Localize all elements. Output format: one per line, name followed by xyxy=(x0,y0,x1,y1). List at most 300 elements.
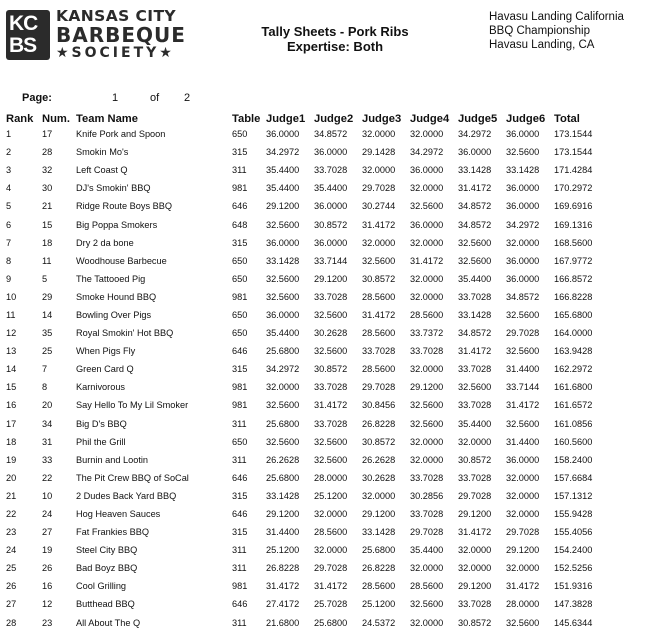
cell-judge3: 30.2628 xyxy=(362,472,396,483)
cell-total: 173.1544 xyxy=(554,147,593,158)
cell-judge3: 32.0000 xyxy=(362,165,396,176)
cell-judge3: 25.6800 xyxy=(362,545,396,556)
cell-judge2: 36.0000 xyxy=(314,147,348,158)
cell-judge4: 35.4400 xyxy=(410,545,444,556)
cell-judge1: 33.1428 xyxy=(266,255,300,266)
report-title xyxy=(250,24,420,54)
cell-table: 650 xyxy=(232,309,248,320)
cell-table: 311 xyxy=(232,418,247,429)
cell-rank: 21 xyxy=(6,490,17,501)
cell-team-name: Big D's BBQ xyxy=(76,418,127,429)
cell-judge4: 33.7372 xyxy=(410,328,444,339)
cell-rank: 25 xyxy=(6,563,17,574)
cell-num: 34 xyxy=(42,418,53,429)
cell-total: 157.1312 xyxy=(554,490,593,501)
cell-rank: 17 xyxy=(6,418,17,429)
cell-rank: 2 xyxy=(6,147,12,158)
cell-judge4: 33.7028 xyxy=(410,509,444,520)
table-row xyxy=(4,288,606,306)
cell-judge4: 32.0000 xyxy=(410,291,444,302)
cell-judge5: 32.0000 xyxy=(458,436,492,447)
cell-team-name: The Pit Crew BBQ of SoCal xyxy=(76,472,189,483)
cell-judge2: 25.1200 xyxy=(314,490,348,501)
cell-total: 151.9316 xyxy=(554,581,593,592)
cell-judge3: 26.8228 xyxy=(362,418,396,429)
cell-rank: 15 xyxy=(6,382,17,393)
cell-total: 169.1316 xyxy=(554,219,593,230)
cell-total: 169.6916 xyxy=(554,201,593,212)
cell-num: 28 xyxy=(42,147,53,158)
cell-table: 981 xyxy=(232,581,248,592)
header-judge3: Judge3 xyxy=(362,113,402,125)
cell-judge6: 32.5600 xyxy=(506,418,540,429)
cell-judge4: 32.0000 xyxy=(410,237,444,248)
cell-team-name: All About The Q xyxy=(76,617,141,628)
cell-judge1: 32.5600 xyxy=(266,291,300,302)
cell-rank: 20 xyxy=(6,472,17,483)
cell-judge1: 32.5600 xyxy=(266,400,300,411)
cell-table: 315 xyxy=(232,147,248,158)
cell-judge1: 27.4172 xyxy=(266,599,300,610)
cell-rank: 23 xyxy=(6,527,17,538)
page-label: Page: xyxy=(22,92,52,104)
cell-team-name: Cool Grilling xyxy=(76,581,127,592)
cell-total: 162.2972 xyxy=(554,364,593,375)
cell-judge6: 32.0000 xyxy=(506,563,540,574)
cell-judge4: 32.0000 xyxy=(410,454,444,465)
cell-judge4: 28.5600 xyxy=(410,309,444,320)
cell-judge1: 35.4400 xyxy=(266,328,300,339)
cell-judge5: 33.7028 xyxy=(458,291,492,302)
cell-team-name: Fat Frankies BBQ xyxy=(76,527,150,538)
cell-team-name: Big Poppa Smokers xyxy=(76,219,158,230)
cell-judge2: 33.7028 xyxy=(314,291,348,302)
cell-rank: 24 xyxy=(6,545,17,556)
cell-judge6: 29.7028 xyxy=(506,328,540,339)
cell-team-name: Dry 2 da bone xyxy=(76,237,134,248)
cell-judge2: 25.6800 xyxy=(314,617,348,628)
cell-judge3: 28.5600 xyxy=(362,364,396,375)
cell-team-name: Steel City BBQ xyxy=(76,545,138,556)
cell-judge4: 31.4172 xyxy=(410,255,444,266)
cell-judge4: 32.0000 xyxy=(410,563,444,574)
cell-judge4: 28.5600 xyxy=(410,581,444,592)
cell-rank: 28 xyxy=(6,617,17,628)
report-subtitle: Expertise: Both xyxy=(286,39,384,54)
cell-judge4: 32.5600 xyxy=(410,599,444,610)
cell-num: 7 xyxy=(42,364,48,375)
cell-num: 29 xyxy=(42,291,53,302)
cell-team-name: When Pigs Fly xyxy=(76,346,136,357)
logo-wordmark xyxy=(56,8,186,61)
cell-judge6: 36.0000 xyxy=(506,129,540,140)
cell-table: 650 xyxy=(232,436,248,447)
cell-total: 166.8228 xyxy=(554,291,593,302)
cell-judge6: 34.2972 xyxy=(506,219,540,230)
cell-total: 155.4056 xyxy=(554,527,593,538)
cell-judge3: 30.8572 xyxy=(362,436,396,447)
cell-judge5: 30.8572 xyxy=(458,454,492,465)
cell-table: 981 xyxy=(232,382,248,393)
cell-rank: 1 xyxy=(6,129,12,140)
table-row xyxy=(4,595,606,613)
cell-judge5: 35.4400 xyxy=(458,418,492,429)
cell-judge3: 28.5600 xyxy=(362,291,396,302)
cell-team-name: Green Card Q xyxy=(76,364,134,375)
cell-judge4: 32.5600 xyxy=(410,201,444,212)
badge-bottom-text: BS xyxy=(9,34,37,57)
cell-total: 158.2400 xyxy=(554,454,593,465)
cell-judge5: 31.4172 xyxy=(458,346,492,357)
cell-judge4: 32.0000 xyxy=(410,617,444,628)
cell-judge1: 35.4400 xyxy=(266,165,300,176)
cell-table: 315 xyxy=(232,527,248,538)
cell-judge5: 33.7028 xyxy=(458,599,492,610)
cell-judge2: 33.7028 xyxy=(314,418,348,429)
cell-num: 20 xyxy=(42,400,53,411)
cell-total: 168.5600 xyxy=(554,237,593,248)
cell-judge2: 31.4172 xyxy=(314,581,348,592)
cell-judge2: 36.0000 xyxy=(314,201,348,212)
cell-table: 648 xyxy=(232,219,248,230)
tally-table xyxy=(4,110,606,632)
cell-judge2: 33.7028 xyxy=(314,382,348,393)
table-row xyxy=(4,541,606,559)
cell-rank: 3 xyxy=(6,165,12,176)
cell-table: 650 xyxy=(232,255,248,266)
cell-judge6: 33.7144 xyxy=(506,382,540,393)
page-total: 2 xyxy=(184,92,191,104)
cell-num: 35 xyxy=(42,328,53,339)
cell-judge3: 32.0000 xyxy=(362,490,396,501)
cell-judge6: 29.1200 xyxy=(506,545,540,556)
cell-judge5: 32.5600 xyxy=(458,382,492,393)
cell-total: 167.9772 xyxy=(554,255,593,266)
cell-judge5: 33.7028 xyxy=(458,472,492,483)
cell-judge2: 32.5600 xyxy=(314,454,348,465)
cell-table: 650 xyxy=(232,328,248,339)
cell-num: 31 xyxy=(42,436,53,447)
cell-table: 981 xyxy=(232,400,248,411)
table-row xyxy=(4,161,606,179)
cell-judge6: 32.5600 xyxy=(506,617,540,628)
cell-team-name: Woodhouse Barbecue xyxy=(76,255,167,266)
cell-judge2: 36.0000 xyxy=(314,237,348,248)
cell-total: 170.2972 xyxy=(554,183,593,194)
cell-num: 24 xyxy=(42,509,53,520)
cell-judge1: 36.0000 xyxy=(266,129,300,140)
pagination xyxy=(22,92,222,106)
cell-num: 30 xyxy=(42,183,53,194)
cell-num: 18 xyxy=(42,237,53,248)
cell-num: 16 xyxy=(42,581,53,592)
cell-judge6: 31.4400 xyxy=(506,436,540,447)
cell-judge6: 28.0000 xyxy=(506,599,540,610)
cell-total: 160.5600 xyxy=(554,436,593,447)
cell-judge4: 32.0000 xyxy=(410,436,444,447)
cell-judge3: 28.5600 xyxy=(362,328,396,339)
cell-judge3: 24.5372 xyxy=(362,617,396,628)
cell-table: 315 xyxy=(232,364,248,375)
cell-judge4: 32.5600 xyxy=(410,400,444,411)
cell-rank: 26 xyxy=(6,581,17,592)
cell-table: 311 xyxy=(232,617,247,628)
cell-num: 23 xyxy=(42,617,53,628)
cell-judge2: 28.5600 xyxy=(314,527,348,538)
cell-table: 311 xyxy=(232,165,247,176)
cell-table: 650 xyxy=(232,273,248,284)
header-judge1: Judge1 xyxy=(266,113,306,125)
cell-judge6: 36.0000 xyxy=(506,201,540,212)
cell-table: 315 xyxy=(232,237,248,248)
cell-team-name: Bad Boyz BBQ xyxy=(76,563,138,574)
cell-judge1: 32.5600 xyxy=(266,273,300,284)
cell-total: 164.0000 xyxy=(554,328,593,339)
cell-judge5: 33.7028 xyxy=(458,400,492,411)
cell-num: 21 xyxy=(42,201,53,212)
cell-team-name: Knife Pork and Spoon xyxy=(76,129,166,140)
cell-table: 981 xyxy=(232,183,248,194)
cell-judge3: 26.2628 xyxy=(362,454,396,465)
cell-judge4: 36.0000 xyxy=(410,165,444,176)
table-row xyxy=(4,197,606,215)
cell-judge1: 32.5600 xyxy=(266,219,300,230)
report-title-text: Tally Sheets - Pork Ribs xyxy=(261,24,409,39)
cell-num: 15 xyxy=(42,219,53,230)
cell-judge3: 29.7028 xyxy=(362,382,396,393)
cell-judge2: 32.0000 xyxy=(314,509,348,520)
cell-judge2: 32.0000 xyxy=(314,545,348,556)
page-current: 1 xyxy=(112,92,119,104)
header-judge5: Judge5 xyxy=(458,113,498,125)
cell-judge5: 32.5600 xyxy=(458,255,492,266)
cell-num: 22 xyxy=(42,472,53,483)
table-row xyxy=(4,396,606,414)
cell-judge2: 31.4172 xyxy=(314,400,348,411)
cell-total: 155.9428 xyxy=(554,509,593,520)
cell-judge5: 29.7028 xyxy=(458,490,492,501)
cell-judge2: 29.1200 xyxy=(314,273,348,284)
cell-judge3: 32.0000 xyxy=(362,129,396,140)
cell-num: 32 xyxy=(42,165,53,176)
cell-judge5: 35.4400 xyxy=(458,273,492,284)
cell-judge5: 34.8572 xyxy=(458,328,492,339)
cell-judge2: 30.8572 xyxy=(314,219,348,230)
cell-judge6: 36.0000 xyxy=(506,273,540,284)
table-row xyxy=(4,342,606,360)
cell-judge6: 32.0000 xyxy=(506,237,540,248)
cell-judge2: 33.7028 xyxy=(314,165,348,176)
cell-total: 154.2400 xyxy=(554,545,593,556)
cell-judge5: 30.8572 xyxy=(458,617,492,628)
cell-judge5: 32.0000 xyxy=(458,563,492,574)
table-body xyxy=(4,125,606,632)
cell-team-name: Bowling Over Pigs xyxy=(76,309,152,320)
cell-judge4: 29.7028 xyxy=(410,527,444,538)
cell-rank: 18 xyxy=(6,436,17,447)
cell-judge5: 29.1200 xyxy=(458,509,492,520)
cell-table: 646 xyxy=(232,346,248,357)
cell-judge6: 33.1428 xyxy=(506,165,540,176)
table-row xyxy=(4,143,606,161)
cell-judge6: 31.4400 xyxy=(506,364,540,375)
table-row xyxy=(4,215,606,233)
table-row xyxy=(4,487,606,505)
cell-team-name: Karnivorous xyxy=(76,382,126,393)
table-row xyxy=(4,451,606,469)
cell-judge1: 25.6800 xyxy=(266,472,300,483)
cell-judge4: 32.0000 xyxy=(410,364,444,375)
badge-top-text: KC xyxy=(9,12,38,35)
cell-num: 14 xyxy=(42,309,53,320)
cell-judge4: 29.1200 xyxy=(410,382,444,393)
cell-rank: 19 xyxy=(6,454,17,465)
header-rank: Rank xyxy=(6,113,34,125)
cell-judge4: 33.7028 xyxy=(410,472,444,483)
cell-judge1: 31.4172 xyxy=(266,581,300,592)
cell-judge3: 31.4172 xyxy=(362,309,396,320)
cell-judge3: 29.7028 xyxy=(362,183,396,194)
cell-judge1: 25.6800 xyxy=(266,418,300,429)
cell-table: 311 xyxy=(232,563,247,574)
cell-table: 646 xyxy=(232,472,248,483)
cell-judge6: 32.0000 xyxy=(506,509,540,520)
cell-team-name: The Tattooed Pig xyxy=(76,273,146,284)
event-name: Havasu Landing California BBQ Championship xyxy=(489,11,624,37)
cell-judge2: 34.8572 xyxy=(314,129,348,140)
cell-judge2: 29.7028 xyxy=(314,563,348,574)
cell-judge3: 25.1200 xyxy=(362,599,396,610)
cell-total: 161.6800 xyxy=(554,382,593,393)
cell-judge1: 36.0000 xyxy=(266,237,300,248)
cell-judge5: 32.0000 xyxy=(458,545,492,556)
header-table: Table xyxy=(232,113,261,125)
cell-judge5: 34.8572 xyxy=(458,201,492,212)
cell-judge1: 34.2972 xyxy=(266,364,300,375)
table-row xyxy=(4,179,606,197)
cell-judge3: 31.4172 xyxy=(362,219,396,230)
cell-judge1: 25.6800 xyxy=(266,346,300,357)
table-row xyxy=(4,270,606,288)
cell-rank: 7 xyxy=(6,237,12,248)
cell-table: 650 xyxy=(232,129,248,140)
cell-judge2: 32.5600 xyxy=(314,436,348,447)
table-header-row xyxy=(4,110,606,125)
header-total: Total xyxy=(554,113,580,125)
cell-judge5: 34.8572 xyxy=(458,219,492,230)
table-row xyxy=(4,469,606,487)
cell-judge5: 29.1200 xyxy=(458,581,492,592)
cell-team-name: DJ's Smokin' BBQ xyxy=(76,183,151,194)
cell-team-name: Ridge Route Boys BBQ xyxy=(76,201,173,212)
cell-judge4: 32.5600 xyxy=(410,418,444,429)
cell-table: 646 xyxy=(232,599,248,610)
cell-rank: 11 xyxy=(6,309,16,320)
logo-line-barbeque: BARBEQUE xyxy=(56,23,186,47)
header-num: Num. xyxy=(42,113,70,125)
cell-judge1: 31.4400 xyxy=(266,527,300,538)
cell-judge2: 32.5600 xyxy=(314,309,348,320)
cell-judge3: 33.1428 xyxy=(362,527,396,538)
cell-judge5: 36.0000 xyxy=(458,147,492,158)
cell-judge1: 32.0000 xyxy=(266,382,300,393)
cell-judge6: 29.7028 xyxy=(506,527,540,538)
cell-num: 26 xyxy=(42,563,53,574)
cell-total: 147.3828 xyxy=(554,599,593,610)
cell-judge1: 21.6800 xyxy=(266,617,300,628)
table-row xyxy=(4,415,606,433)
table-row xyxy=(4,378,606,396)
cell-num: 10 xyxy=(42,490,53,501)
cell-judge2: 25.7028 xyxy=(314,599,348,610)
cell-team-name: Phil the Grill xyxy=(76,436,126,447)
cell-judge1: 33.1428 xyxy=(266,490,300,501)
table-row xyxy=(4,559,606,577)
cell-table: 646 xyxy=(232,201,248,212)
cell-judge1: 36.0000 xyxy=(266,309,300,320)
logo-line-society: ★SOCIETY★ xyxy=(56,45,175,61)
cell-judge2: 28.0000 xyxy=(314,472,348,483)
cell-judge4: 33.7028 xyxy=(410,346,444,357)
cell-num: 25 xyxy=(42,346,53,357)
cell-judge3: 30.8572 xyxy=(362,273,396,284)
cell-judge2: 35.4400 xyxy=(314,183,348,194)
cell-rank: 9 xyxy=(6,273,12,284)
event-location: Havasu Landing, CA xyxy=(489,39,595,51)
cell-judge3: 28.5600 xyxy=(362,581,396,592)
header-team-name: Team Name xyxy=(76,113,138,125)
table-row xyxy=(4,306,606,324)
event-info xyxy=(489,10,649,52)
table-row xyxy=(4,360,606,378)
cell-rank: 4 xyxy=(6,183,12,194)
cell-table: 311 xyxy=(232,545,247,556)
cell-team-name: 2 Dudes Back Yard BBQ xyxy=(76,490,177,501)
table-row xyxy=(4,433,606,451)
cell-judge3: 33.7028 xyxy=(362,346,396,357)
cell-num: 5 xyxy=(42,273,48,284)
cell-judge6: 32.5600 xyxy=(506,346,540,357)
header-judge2: Judge2 xyxy=(314,113,354,125)
table-row xyxy=(4,505,606,523)
kcbs-badge xyxy=(6,10,50,60)
cell-judge4: 32.0000 xyxy=(410,273,444,284)
cell-rank: 8 xyxy=(6,255,12,266)
cell-judge5: 31.4172 xyxy=(458,183,492,194)
cell-rank: 27 xyxy=(6,599,17,610)
table-row xyxy=(4,125,606,143)
cell-rank: 6 xyxy=(6,219,12,230)
cell-total: 157.6684 xyxy=(554,472,593,483)
cell-total: 171.4284 xyxy=(554,165,593,176)
table-row xyxy=(4,324,606,342)
cell-judge1: 26.2628 xyxy=(266,454,300,465)
cell-table: 646 xyxy=(232,509,248,520)
cell-judge5: 34.2972 xyxy=(458,129,492,140)
cell-judge2: 33.7144 xyxy=(314,255,348,266)
cell-judge5: 33.7028 xyxy=(458,364,492,375)
cell-team-name: Hog Heaven Sauces xyxy=(76,509,161,520)
cell-total: 145.6344 xyxy=(554,617,593,628)
cell-total: 163.9428 xyxy=(554,346,593,357)
cell-table: 981 xyxy=(232,291,248,302)
cell-total: 166.8572 xyxy=(554,273,593,284)
cell-rank: 14 xyxy=(6,364,17,375)
cell-total: 165.6800 xyxy=(554,309,593,320)
header-judge4: Judge4 xyxy=(410,113,450,125)
cell-judge6: 36.0000 xyxy=(506,183,540,194)
cell-judge6: 36.0000 xyxy=(506,255,540,266)
